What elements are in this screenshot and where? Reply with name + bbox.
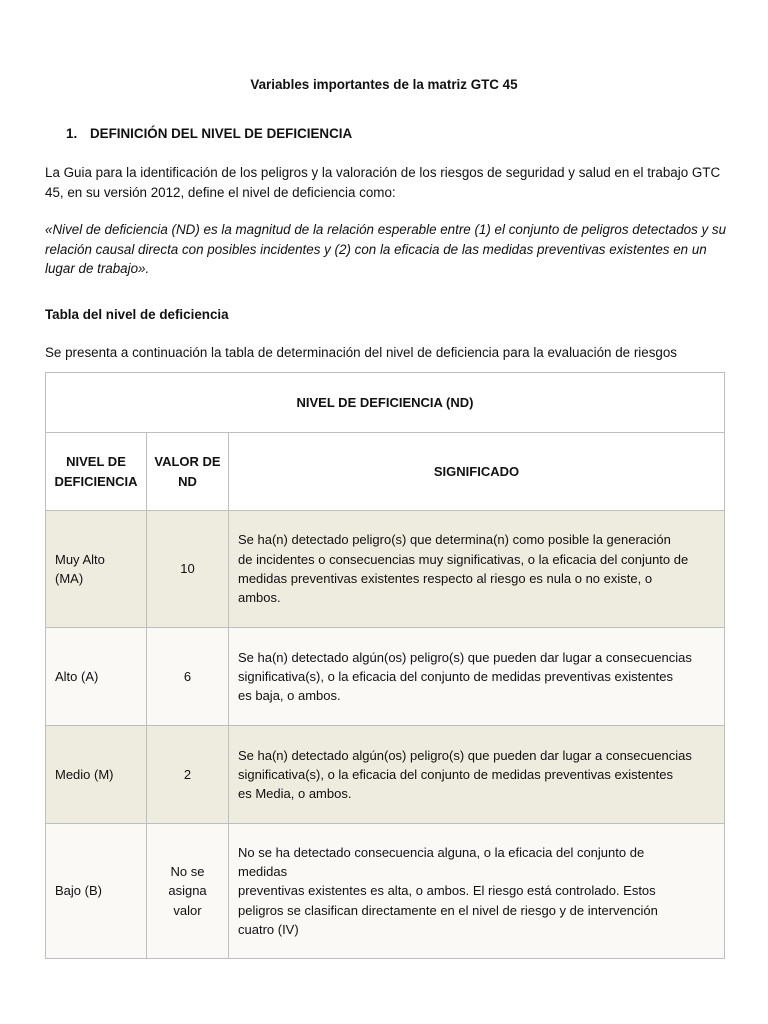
table-row — [46, 511, 725, 628]
table-intro: Se presenta a continuación la tabla de determinación del nivel de deficiencia para la evaluación de riesgos — [45, 345, 678, 360]
column-header-value — [147, 433, 229, 511]
meaning-line: medidas preventivas existentes respecto al riesgo es nula o no existe, o — [238, 571, 653, 586]
table-header-row — [46, 433, 725, 511]
meaning-cell — [229, 628, 725, 726]
table-caption-row — [46, 373, 725, 433]
meaning-line: Se ha(n) detectado algún(os) peligro(s) que pueden dar lugar a consecuencias — [238, 649, 692, 665]
meaning-line: Se ha(n) detectado peligro(s) que determina(n) como posible la generación — [238, 532, 671, 548]
meaning-line: es baja, o ambos. — [238, 688, 341, 704]
meaning-line: significativa(s), o la eficacia del conjunto de medidas preventivas existentes — [238, 668, 674, 684]
meaning-line: es Media, o ambos. — [238, 786, 352, 802]
definition-intro-paragraph: La Guia para la identificación de los peligros y la valoración de los riesgos de seguridad y salud en el trabajo GTC 45, en su versión 2012, define el nivel de deficiencia como: — [45, 165, 721, 200]
meaning-line: Se ha(n) detectado algún(os) peligro(s) que pueden dar lugar a consecuencias — [238, 747, 692, 763]
meaning-line: No se ha detectado consecuencia alguna, o la eficacia del conjunto de — [238, 844, 645, 860]
value-line: valor — [173, 902, 202, 918]
meaning-line: medidas — [238, 864, 288, 880]
value-cell: 10 — [147, 511, 229, 628]
meaning-line: preventivas existentes es alta, o ambos. El riesgo está controlado. Estos — [238, 883, 656, 899]
level-cell: Bajo (B) — [46, 824, 147, 959]
value-cell: 2 — [147, 726, 229, 824]
column-header-level-line2: DEFICIENCIA — [54, 473, 138, 489]
level-line: (MA) — [55, 571, 84, 586]
section-heading-text: DEFINICIÓN DEL NIVEL DE DEFICIENCIA — [90, 126, 353, 141]
section-heading — [66, 126, 352, 141]
value-cell — [147, 824, 229, 959]
meaning-cell — [229, 511, 725, 628]
table-caption: NIVEL DE DEFICIENCIA (ND) — [46, 373, 725, 433]
meaning-line: ambos. — [238, 590, 281, 606]
meaning-line: de incidentes o consecuencias muy significativas, o la eficacia del conjunto de — [238, 551, 689, 567]
deficiency-level-table — [45, 372, 725, 959]
table-row — [46, 726, 725, 824]
table-heading: Tabla del nivel de deficiencia — [45, 307, 229, 322]
meaning-line: peligros se clasifican directamente en el nivel de riesgo y de intervención — [238, 902, 658, 918]
meaning-line: significativa(s), o la eficacia del conjunto de medidas preventivas existentes — [238, 766, 674, 782]
meaning-line: cuatro (IV) — [238, 921, 299, 937]
section-number: 1. — [66, 126, 78, 141]
table-row — [46, 824, 725, 959]
level-cell: Alto (A) — [46, 628, 147, 726]
column-header-meaning: SIGNIFICADO — [229, 433, 725, 511]
level-cell: Medio (M) — [46, 726, 147, 824]
meaning-cell — [229, 824, 725, 959]
document-title: Variables importantes de la matriz GTC 45 — [250, 77, 518, 92]
column-header-value-line1: VALOR DE — [154, 454, 221, 470]
column-header-level-line1: NIVEL DE — [66, 454, 126, 470]
table-row — [46, 628, 725, 726]
value-cell: 6 — [147, 628, 229, 726]
level-cell — [46, 511, 147, 628]
value-line: No se — [170, 864, 205, 880]
definition-quote-paragraph: «Nivel de deficiencia (ND) es la magnitud de la relación esperable entre (1) el conjunto de peligros detectados y su relación causal directa con posibles incidentes y (2) con la eficacia de las medidas preventivas existentes en un lugar de trabajo». — [45, 222, 727, 276]
level-line: Muy Alto — [55, 551, 105, 567]
column-header-value-line2: ND — [178, 473, 197, 489]
meaning-cell — [229, 726, 725, 824]
column-header-level — [46, 433, 147, 511]
value-line: asigna — [168, 883, 207, 899]
